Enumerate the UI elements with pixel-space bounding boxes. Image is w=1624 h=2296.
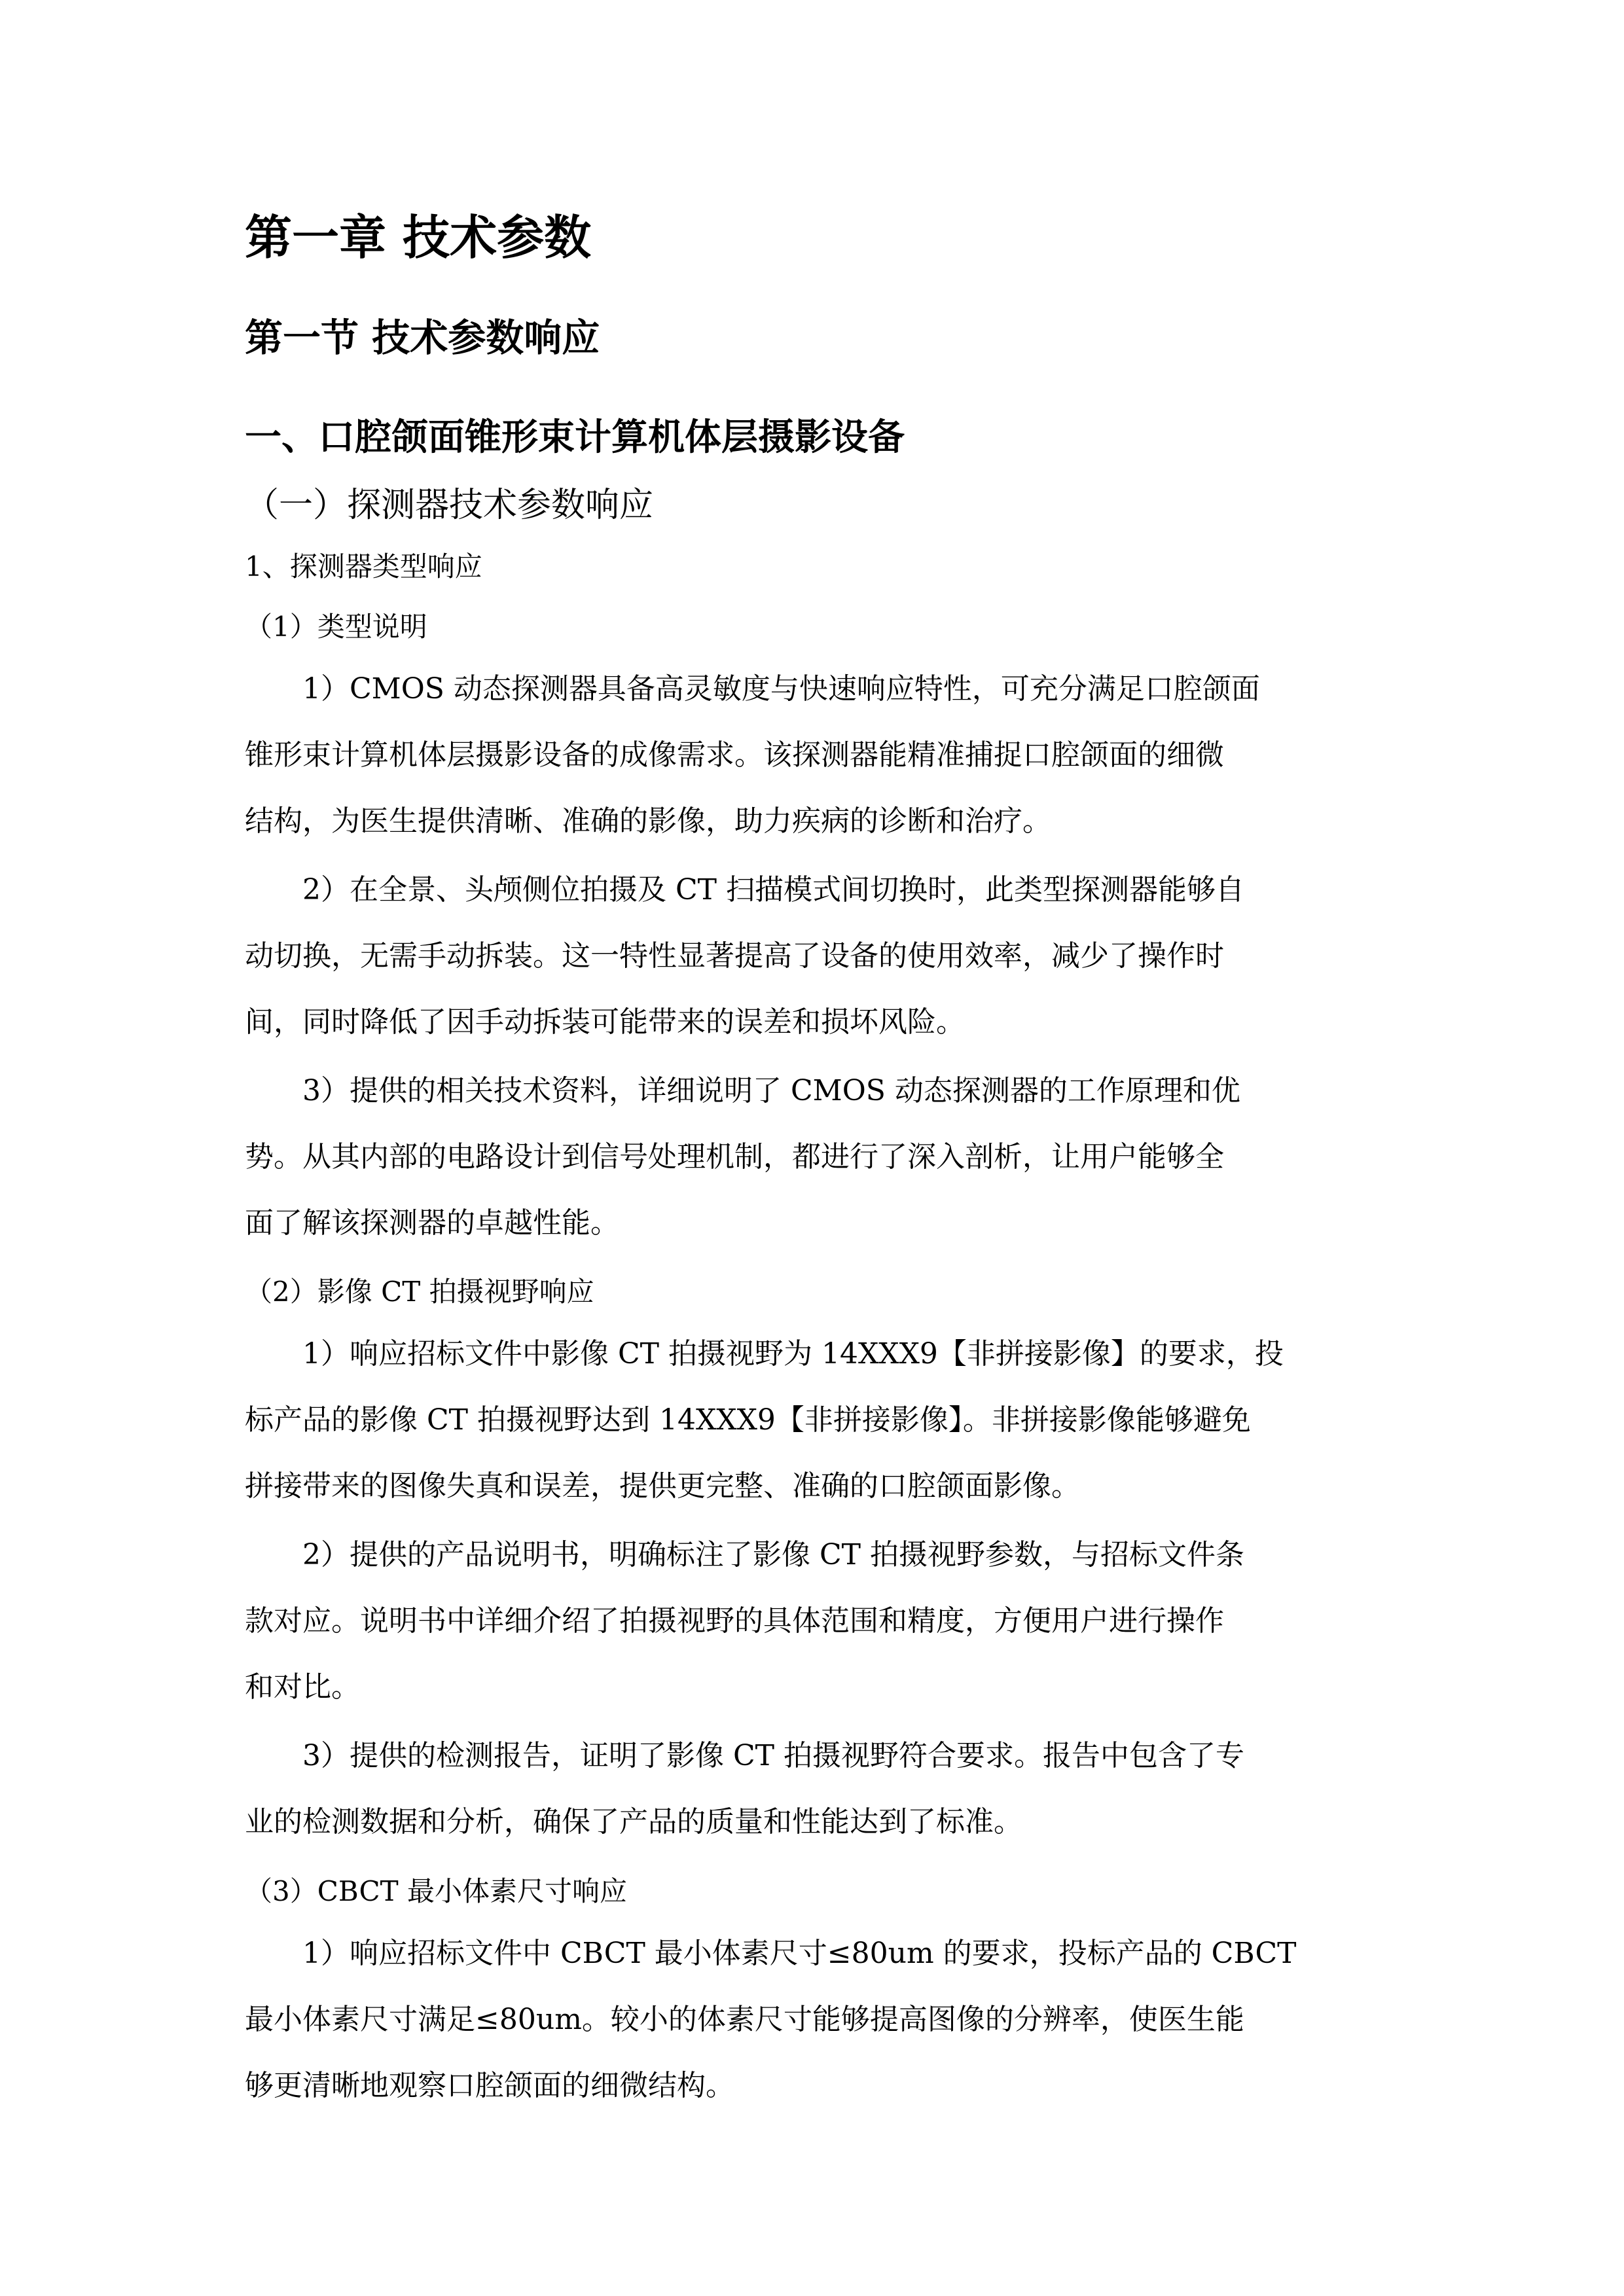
paragraph-line: 2）提供的产品说明书，明确标注了影像 CT 拍摄视野参数，与招标文件条 <box>302 1538 1244 1571</box>
paragraph-line: 3）提供的相关技术资料，详细说明了 CMOS 动态探测器的工作原理和优 <box>302 1074 1240 1107</box>
paragraph-line: 标产品的影像 CT 拍摄视野达到 14XXX9【非拼接影像】。非拼接影像能够避免 <box>245 1403 1251 1437</box>
paragraph-line: 业的检测数据和分析，确保了产品的质量和性能达到了标准。 <box>245 1805 1022 1839</box>
section-title: 第一节 技术参数响应 <box>245 315 600 360</box>
paragraph-line: 1）CMOS 动态探测器具备高灵敏度与快速响应特性，可充分满足口腔颌面 <box>302 672 1260 706</box>
paragraph-line: 1）响应招标文件中 CBCT 最小体素尺寸≤80um 的要求，投标产品的 CBCT <box>302 1937 1297 1970</box>
sub-3-title: （3）CBCT 最小体素尺寸响应 <box>245 1875 628 1907</box>
part-title: （一）探测器技术参数响应 <box>245 486 654 525</box>
paragraph-line: 最小体素尺寸满足≤80um。较小的体素尺寸能够提高图像的分辨率，使医生能 <box>245 2003 1244 2036</box>
paragraph-line: 2）在全景、头颅侧位拍摄及 CT 扫描模式间切换时，此类型探测器能够自 <box>302 873 1244 906</box>
paragraph-line: 1）响应招标文件中影像 CT 拍摄视野为 14XXX9【非拼接影像】的要求，投 <box>302 1337 1284 1371</box>
paragraph <box>245 1522 1384 1720</box>
paragraph-line: 拼接带来的图像失真和误差，提供更完整、准确的口腔颌面影像。 <box>245 1469 1080 1503</box>
paragraph-line: 款对应。说明书中详细介绍了拍摄视野的具体范围和精度，方便用户进行操作 <box>245 1604 1224 1638</box>
paragraph <box>245 857 1384 1055</box>
paragraph <box>245 1321 1384 1519</box>
paragraph-line: 结构，为医生提供清晰、准确的影像，助力疾病的诊断和治疗。 <box>245 804 1051 838</box>
paragraph-line: 间，同时降低了因手动拆装可能带来的误差和损坏风险。 <box>245 1005 965 1039</box>
paragraph-line: 势。从其内部的电路设计到信号处理机制，都进行了深入剖析，让用户能够全 <box>245 1140 1224 1174</box>
paragraph-line: 动切换，无需手动拆装。这一特性显著提高了设备的使用效率，减少了操作时 <box>245 939 1224 973</box>
chapter-title: 第一章 技术参数 <box>245 210 592 265</box>
paragraph <box>245 1058 1384 1256</box>
sub-2-title: （2）影像 CT 拍摄视野响应 <box>245 1276 594 1308</box>
sub-1-title: （1）类型说明 <box>245 611 427 643</box>
paragraph <box>245 1920 1384 2119</box>
item-1-title: 1、探测器类型响应 <box>245 550 482 583</box>
paragraph <box>245 656 1384 854</box>
paragraph <box>245 1723 1384 1855</box>
paragraph-line: 够更清晰地观察口腔颌面的细微结构。 <box>245 2069 734 2102</box>
paragraph-line: 锥形束计算机体层摄影设备的成像需求。该探测器能精准捕捉口腔颌面的细微 <box>245 738 1224 772</box>
paragraph-line: 3）提供的检测报告，证明了影像 CT 拍摄视野符合要求。报告中包含了专 <box>302 1739 1244 1772</box>
paragraph-line: 和对比。 <box>245 1670 360 1704</box>
subsection-title: 一、口腔颌面锥形束计算机体层摄影设备 <box>245 416 905 459</box>
paragraph-line: 面了解该探测器的卓越性能。 <box>245 1206 619 1240</box>
